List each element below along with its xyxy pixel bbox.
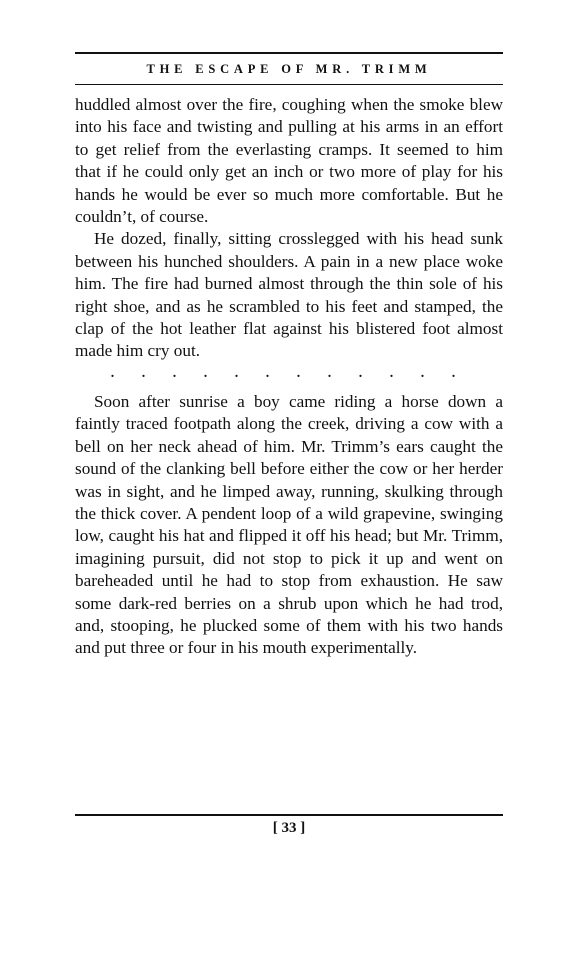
paragraph: huddled almost over the fire, coughing when the smoke blew into his face and twisting and pulling at his arms in an effort to get relief from the everlasting cramps. It seemed to him that if he could only get an inch or two more of play for his hands he would be ever so much more comfortable. But he couldn’t, of course. xyxy=(75,95,503,227)
header-rule-top xyxy=(75,52,503,54)
footer-rule xyxy=(75,814,503,816)
paragraph: Soon after sunrise a boy came riding a horse down a faintly traced footpath along the creek, driving a cow with a bell on her neck ahead of him. Mr. Trimm’s ears caught the sound of the clanking bell before either the cow or her herder was in sight, and he limped away, running, skulking through the thick cover. A pendent loop of a wild grapevine, swinging low, caught his hat and flipped it off his head; but Mr. Trimm, imagining pursuit, did not stop to pick it up and went on bareheaded until he had to stop from exhaustion. He saw some dark-red berries on a shrub upon which he had trod, and, stooping, he plucked some of them with his two hands and put three or four in his mouth experimentally. xyxy=(75,391,503,658)
page-number: [ 33 ] xyxy=(272,820,306,836)
section-break: . . . . . . . . . . . . xyxy=(110,365,468,381)
paragraph: He dozed, finally, sitting crosslegged with his head sunk between his hunched shoulders. A pain in a new place woke him. The fire had burned almost through the thin sole of his right shoe, and as he scrambled to his feet and stamped, the clap of the hot leather flat against his blistered foot almost made him cry out. xyxy=(75,229,503,361)
header-rule-bottom xyxy=(75,84,503,85)
body-text xyxy=(75,94,503,660)
running-head: THE ESCAPE OF MR. TRIMM xyxy=(146,62,432,76)
